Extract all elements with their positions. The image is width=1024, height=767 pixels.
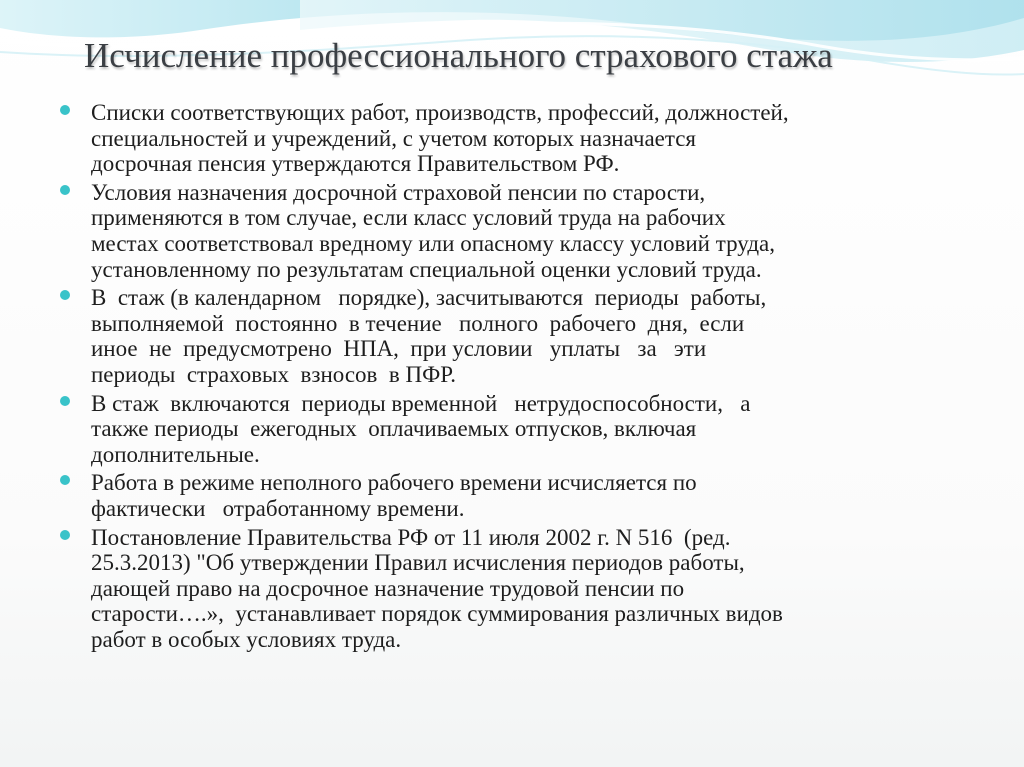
text-line: иное не предусмотрено НПА, при условии уплаты за эти (91, 336, 707, 362)
text-line: В стаж (в календарном порядке), засчитываются периоды работы, (91, 285, 767, 311)
bullet-item (60, 100, 960, 177)
bullet-dot-icon (60, 396, 70, 406)
text-line: местах соответствовал вредному или опасному классу условий труда, (91, 230, 775, 256)
text-line: выполняемой постоянно в течение полного рабочего дня, если (91, 310, 745, 336)
bullet-item (60, 470, 960, 521)
text-line: работ в особых условиях труда. (91, 626, 402, 652)
bullet-item (60, 391, 960, 468)
bullet-item (60, 525, 960, 653)
text-line: Постановление Правительства РФ от 11 июля 2002 г. N 516 (ред. (91, 524, 731, 550)
text-line: досрочная пенсия утверждаются Правительством РФ. (91, 151, 620, 177)
text-line: фактически отработанному времени. (91, 495, 465, 521)
bullet-item (60, 180, 960, 282)
bullet-item (60, 285, 960, 387)
text-line: старости….», устанавливает порядок суммирования различных видов (91, 601, 783, 627)
bullet-dot-icon (60, 475, 70, 485)
text-line: дающей право на досрочное назначение трудовой пенсии по (91, 575, 685, 601)
text-line: Условия назначения досрочной страховой пенсии по старости, (91, 179, 706, 205)
text-line: Работа в режиме неполного рабочего времени исчисляется по (91, 470, 697, 496)
bullet-list (60, 100, 960, 655)
text-line: периоды страховых взносов в ПФР. (91, 361, 456, 387)
bullet-dot-icon (60, 105, 70, 115)
bullet-dot-icon (60, 185, 70, 195)
text-line: также периоды ежегодных оплачиваемых отпусков, включая (91, 416, 697, 442)
slide-title: Исчисление профессионального страхового стажа (84, 36, 833, 75)
bullet-dot-icon (60, 530, 70, 540)
text-line: специальностей и учреждений, с учетом которых назначается (91, 125, 696, 151)
text-line: 25.3.2013) "Об утверждении Правил исчисления периодов работы, (91, 550, 745, 576)
text-line: установленному по результатам специальной оценки условий труда. (91, 256, 762, 282)
text-line: дополнительные. (91, 441, 260, 467)
bullet-dot-icon (60, 290, 70, 300)
text-line: Списки соответствующих работ, производств, профессий, должностей, (91, 100, 789, 125)
text-line: применяются в том случае, если класс условий труда на рабочих (91, 205, 726, 231)
text-line: В стаж включаются периоды временной нетрудоспособности, а (91, 390, 751, 416)
